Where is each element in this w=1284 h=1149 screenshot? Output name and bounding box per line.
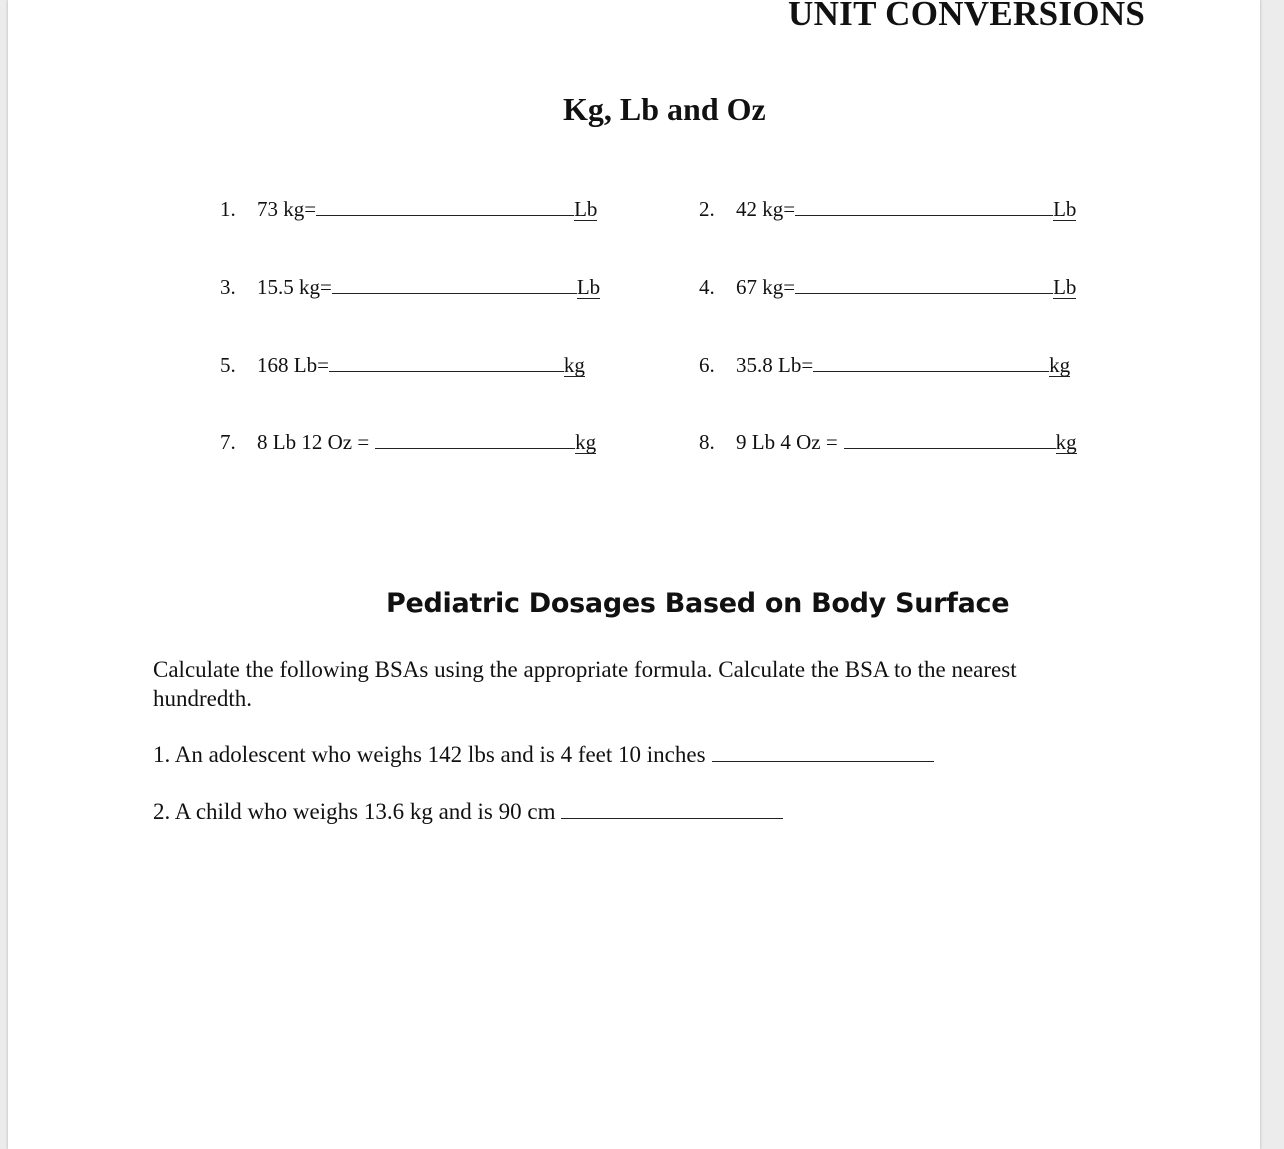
problem-unit: kg (1049, 353, 1071, 377)
problem-number: 3. (220, 275, 236, 299)
problem-unit: kg (1055, 430, 1077, 454)
problem-prompt: 9 Lb 4 Oz = (736, 430, 838, 454)
problem-unit: Lb (576, 275, 601, 299)
instructions-text: Calculate the following BSAs using the appropriate formula. Calculate the BSA to the nearest hundredth. (153, 657, 1017, 711)
answer-blank[interactable] (329, 353, 564, 372)
conversion-problem (699, 197, 1076, 222)
answer-blank[interactable] (844, 430, 1056, 449)
problem-unit: Lb (574, 197, 598, 221)
problem-number: 1. (220, 197, 236, 221)
problem-number: 4. (699, 275, 715, 299)
answer-blank[interactable] (813, 353, 1049, 372)
problem-prompt: 168 Lb= (257, 353, 329, 377)
problem-prompt: 73 kg= (257, 197, 317, 221)
conversion-problem (220, 275, 600, 300)
question-text: 2. A child who weighs 13.6 kg and is 90 cm (153, 799, 556, 824)
question-text: 1. An adolescent who weighs 142 lbs and is 4 feet 10 inches (153, 742, 706, 767)
problem-number: 6. (699, 353, 715, 377)
bsa-question (153, 742, 934, 768)
problem-number: 2. (699, 197, 715, 221)
problem-number: 8. (699, 430, 715, 454)
problem-unit: Lb (1053, 275, 1077, 299)
problem-number: 7. (220, 430, 236, 454)
answer-blank[interactable] (561, 800, 783, 819)
problem-prompt: 8 Lb 12 Oz = (257, 430, 370, 454)
conversion-problem (699, 430, 1077, 455)
problem-prompt: 15.5 kg= (257, 275, 332, 299)
answer-blank[interactable] (375, 430, 575, 449)
conversion-problem (220, 353, 585, 378)
section-title-pediatric: Pediatric Dosages Based on Body Surface (386, 588, 1010, 619)
conversion-problem (699, 353, 1070, 378)
problem-unit: kg (575, 430, 597, 454)
problem-prompt: 35.8 Lb= (736, 353, 814, 377)
answer-blank[interactable] (712, 743, 934, 762)
bsa-question (153, 799, 783, 825)
section-title-conversions: Kg, Lb and Oz (563, 91, 766, 127)
page-title: UNIT CONVERSIONS (788, 0, 1146, 33)
problem-unit: kg (563, 353, 585, 377)
problem-unit: Lb (1053, 197, 1077, 221)
problem-prompt: 42 kg= (736, 197, 796, 221)
answer-blank[interactable] (795, 197, 1053, 216)
conversion-problem (220, 430, 596, 455)
answer-blank[interactable] (795, 275, 1053, 294)
answer-blank[interactable] (316, 197, 574, 216)
worksheet-page (8, 0, 1260, 1149)
problem-number: 5. (220, 353, 236, 377)
conversion-problem (220, 197, 597, 222)
answer-blank[interactable] (332, 275, 577, 294)
problem-prompt: 67 kg= (736, 275, 796, 299)
conversion-problem (699, 275, 1076, 300)
